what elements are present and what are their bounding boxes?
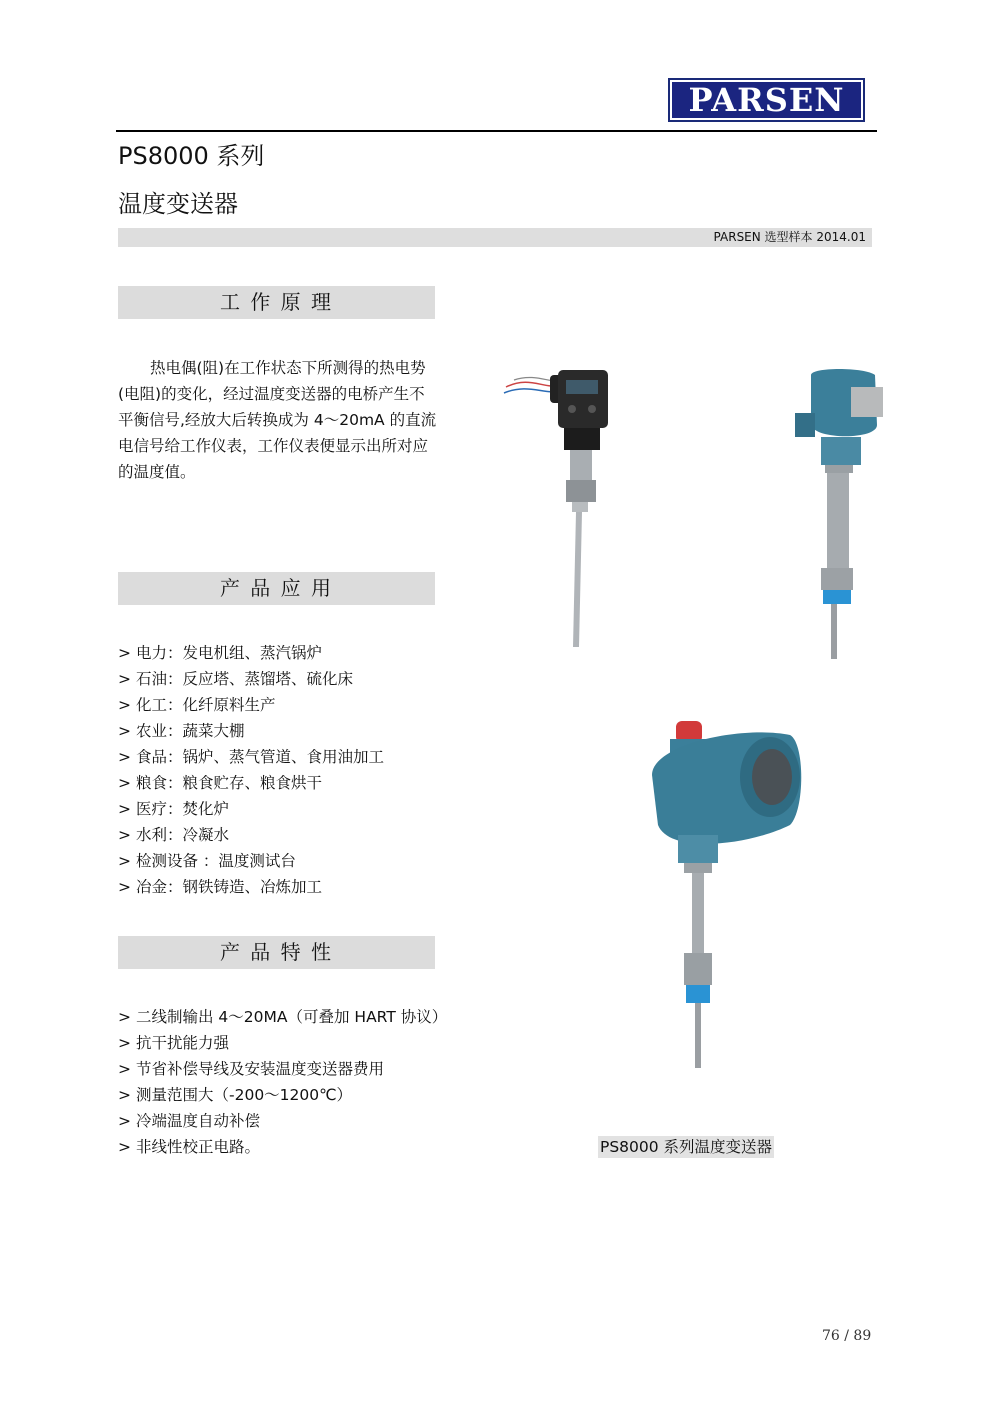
logo-text: PARSEN (672, 82, 861, 118)
figure-caption: PS8000 系列温度变送器 (600, 1138, 773, 1156)
bullet-chevron: > (118, 670, 131, 688)
bullet-chevron: > (118, 1034, 131, 1052)
list-item-text: 电力：发电机组、蒸汽锅炉 (136, 644, 323, 662)
list-item (118, 1082, 498, 1108)
list-item-text: 节省补偿导线及安装温度变送器费用 (136, 1060, 385, 1078)
list-item (118, 848, 498, 874)
list-item-text: 检测设备 ：温度测试台 (136, 852, 296, 870)
bullet-chevron: > (118, 826, 131, 844)
list-item-text: 化工：化纤原料生产 (136, 696, 276, 714)
bullet-chevron: > (118, 774, 131, 792)
list-item (118, 744, 498, 770)
list-item (118, 718, 498, 744)
product-name: 温度变送器 (118, 190, 238, 218)
parsen-logo (668, 78, 865, 122)
catalog-label: PARSEN 选型样本 2014.01 (713, 230, 866, 244)
list-item-text: 二线制输出 4～20MA（可叠加 HART 协议） (136, 1008, 448, 1026)
list-item-text: 水利：冷凝水 (136, 826, 230, 844)
list-item-text: 石油：反应塔、蒸馏塔、硫化床 (136, 670, 354, 688)
list-item-text: 食品：锅炉、蒸气管道、食用油加工 (136, 748, 385, 766)
principle-text: 热电偶(阻)在工作状态下所测得的热电势(电阻)的变化，经过温度变送器的电桥产生不平衡信号,经放大后转换成为 4～20mA 的直流电信号给工作仪表，工作仪表便显示出所对应的温度值。 (118, 359, 437, 481)
explosion-proof-transmitter-image (640, 715, 810, 1075)
bullet-chevron: > (118, 1112, 131, 1130)
series-title: PS8000 系列 (118, 142, 265, 170)
list-item (118, 874, 498, 900)
bullet-chevron: > (118, 1138, 131, 1156)
list-item-text: 抗干扰能力强 (136, 1034, 230, 1052)
list-item-text: 非线性校正电路。 (136, 1138, 261, 1156)
bullet-chevron: > (118, 1008, 131, 1026)
list-item (118, 666, 498, 692)
bullet-chevron: > (118, 800, 131, 818)
bullet-chevron: > (118, 852, 131, 870)
bullet-chevron: > (118, 644, 131, 662)
section-heading-features: 产 品 特 性 (118, 936, 435, 969)
bullet-chevron: > (118, 1060, 131, 1078)
list-item (118, 770, 498, 796)
list-item (118, 1056, 498, 1082)
page-number: 76 / 89 (822, 1328, 872, 1344)
bullet-chevron: > (118, 696, 131, 714)
features-list (118, 1004, 498, 1160)
bullet-chevron: > (118, 748, 131, 766)
list-item (118, 692, 498, 718)
list-item-text: 冷端温度自动补偿 (136, 1112, 261, 1130)
list-item-text: 粮食：粮食贮存、粮食烘干 (136, 774, 323, 792)
list-item (118, 1134, 498, 1160)
list-item-text: 冶金：钢铁铸造、冶炼加工 (136, 878, 323, 896)
section-heading-applications: 产 品 应 用 (118, 572, 435, 605)
header-rule (116, 130, 877, 132)
list-item-text: 农业：蔬菜大棚 (136, 722, 245, 740)
transmitter-with-display-image (500, 365, 620, 655)
list-item (118, 796, 498, 822)
list-item (118, 1004, 498, 1030)
section-heading-principle: 工 作 原 理 (118, 286, 435, 319)
catalog-bar (118, 228, 872, 247)
list-item (118, 1030, 498, 1056)
bullet-chevron: > (118, 722, 131, 740)
applications-list (118, 640, 498, 900)
bullet-chevron: > (118, 1086, 131, 1104)
list-item (118, 1108, 498, 1134)
head-transmitter-image (785, 365, 895, 665)
list-item-text: 测量范围大（-200～1200℃） (136, 1086, 353, 1104)
list-item (118, 640, 498, 666)
list-item-text: 医疗：焚化炉 (136, 800, 230, 818)
list-item (118, 822, 498, 848)
bullet-chevron: > (118, 878, 131, 896)
